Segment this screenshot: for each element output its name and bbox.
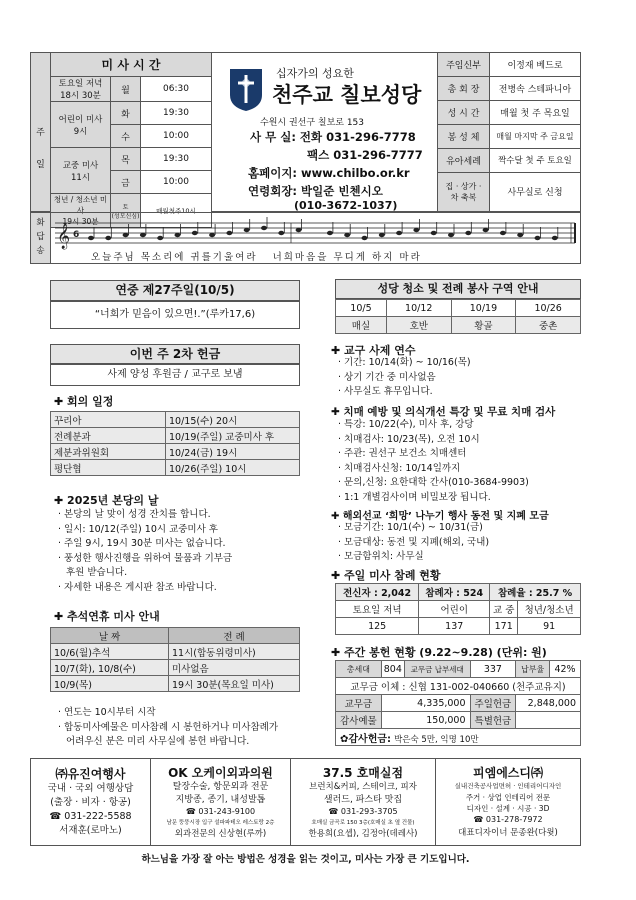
music-staff — [55, 217, 579, 251]
cleaning-area: 중촌 — [516, 317, 581, 334]
time-fri: 10:00 — [141, 171, 212, 194]
priest-heading: ✚ 교구 사제 연수 — [331, 344, 416, 357]
note-head — [157, 236, 163, 240]
note-head — [244, 228, 250, 232]
list-item: · 주일 9시, 19시 30분 미사는 없습니다. — [58, 538, 226, 549]
cleaning-date: 10/26 — [516, 300, 581, 317]
staff-label: 집 · 상가 · 차 축복 — [438, 172, 490, 211]
footer-quote: 하느님을 가장 잘 아는 방법은 성경을 읽는 것이고, 미사는 가장 큰 기도입니다. — [141, 854, 470, 865]
weekday-tue: 화 — [111, 102, 141, 125]
meeting-time: 10/26(주일) 10시 — [166, 460, 300, 476]
weekday-sat: 토 (성모신심) — [111, 194, 141, 228]
ad-restaurant: 37.5 호매실점 브런치&커피, 스테이크, 피자 샐러드, 파스타 맛집 ☎ 031-293-3705 호매실 금곡로 150 3층(호매실 초 옆 건물) 한용희(요셉), 김정아(데레사) — [291, 759, 436, 845]
mass-name-saturday: 토요일 저녁 18시 30분 — [51, 77, 111, 102]
offering-table — [335, 660, 581, 746]
note-head — [483, 228, 489, 232]
column-header: 교 중 — [490, 601, 518, 618]
staff-value: 사무실로 신청 — [490, 172, 581, 211]
cleaning-date: 10/19 — [451, 300, 516, 317]
transfer-account: 교무금 이체 : 신협 131-002-040660 (천주교유지) — [336, 678, 581, 695]
staff-value: 이정재 베드로 — [490, 53, 581, 77]
time-wed: 10:00 — [141, 125, 212, 148]
note-head — [296, 228, 302, 232]
mass-name-youth: 청년 / 청소년 미사 19시 30분 — [51, 194, 111, 228]
attendance-total: 전신자 : 2,042 — [336, 584, 419, 601]
note-head — [327, 231, 333, 235]
staff-value: 짝수달 첫 주 토요일 — [490, 148, 581, 172]
mass-name-children: 어린이 미사 9시 — [51, 102, 111, 148]
funeral-president: 연령회장: 박일준 빈첸시오 — [248, 184, 383, 198]
weekday-wed: 수 — [111, 125, 141, 148]
attendance-table — [335, 583, 581, 635]
note-head — [123, 233, 129, 237]
chuseok-notes: · 연도는 10시부터 시작 · 합동미사예물은 미사참례 시 봉헌하거나 미사참례가 어려우신 분은 미리 사무실에 봉헌 바랍니다. — [58, 707, 279, 747]
attendance-value: 125 — [336, 618, 419, 635]
sunday-quote: “너희가 믿음이 있으면!.”(루카17,6) — [50, 301, 300, 329]
church-header — [212, 52, 437, 212]
offering-value: 150,000 — [381, 712, 470, 729]
ad-travel: ㈜유진여행사 국내 · 국외 여행상담 (출장 · 비자 · 항공) ☎ 031-222-5588 서재훈(로마노) — [31, 759, 151, 845]
staff-label: 유아세례 — [438, 148, 490, 172]
column-header: 날 짜 — [51, 628, 169, 644]
collection-text: 사제 양성 후원금 / 교구로 보냄 — [50, 364, 300, 386]
list-item: · 자세한 내용은 게시판 참조 바랍니다. — [58, 581, 217, 593]
households-value: 804 — [381, 661, 404, 678]
overseas-list: · 모금기간: 10/1(수) ~ 10/31(금) · 모금대상: 동전 및 지폐(해외, 국내) · 모금함위치: 사무실 — [338, 522, 490, 562]
chuseok-date: 10/7(화), 10/8(수) — [51, 660, 169, 676]
households-label: 총세대 — [336, 661, 382, 678]
church-name: 천주교 칠보성당 — [272, 82, 422, 107]
note-head — [517, 233, 523, 237]
dementia-heading: ✚ 치매 예방 및 의식개선 특강 및 무료 치매 검사 — [331, 406, 556, 418]
dementia-list: · 특강: 10/22(수), 미사 후, 강당 · 치매검사: 10/23(목), 오전 10시 · 주관: 권선구 보건소 치매센터 · 치매검사신청: 10/14일까지 · 문의,신청: 요한대학 간사(010-3684-9903) · 1:1 개별검사이며 비밀보장 됩니다. — [338, 419, 529, 503]
payment-rate-value: 42% — [550, 661, 581, 678]
mass-title: 미 사 시 간 — [51, 53, 212, 77]
offering-heading: ✚ 주간 봉헌 현황 (9.22~9.28) (단위: 원) — [331, 646, 547, 659]
column-header: 어린이 — [419, 601, 490, 618]
offering-label: 주일헌금 — [470, 695, 516, 712]
note-head — [362, 236, 368, 240]
offering-label: 특별헌금 — [470, 712, 516, 729]
attendance-value: 91 — [518, 618, 581, 635]
note-head — [500, 231, 506, 235]
cleaning-area: 매실 — [336, 317, 387, 334]
note-head — [278, 231, 284, 235]
offering-label: 교무금 — [336, 695, 382, 712]
fax-number: 팩스 031-296-7777 — [307, 148, 423, 162]
time-tue: 19:30 — [141, 102, 212, 125]
payment-rate-label: 납부율 — [516, 661, 550, 678]
sunday-title: 연중 제27주일(10/5) — [50, 280, 300, 301]
list-item: · 일시: 10/12(주일) 10시 교중미사 후 — [58, 523, 218, 535]
column-header: 토요일 저녁 — [336, 601, 419, 618]
note-head — [396, 231, 402, 235]
weekday-thu: 목 — [111, 148, 141, 171]
note-head — [261, 226, 267, 230]
weekday-fri: 금 — [111, 171, 141, 194]
meeting-name: 평단협 — [51, 460, 166, 476]
cleaning-area: 호반 — [386, 317, 451, 334]
note-head — [552, 236, 558, 240]
staff-table — [437, 52, 581, 212]
ads-row — [30, 758, 581, 846]
time-sat: 매월첫주10시 — [141, 194, 212, 228]
time-thu: 19:30 — [141, 148, 212, 171]
chuseok-liturgy: 미사없음 — [169, 660, 300, 676]
mass-name-main: 교중 미사 11시 — [51, 148, 111, 194]
staff-label: 성 시 간 — [438, 100, 490, 124]
note-head — [431, 231, 437, 235]
ad-clinic: OK 오케이외과의원 탈장수술, 항문외과 전문 지방종, 종기, 내성발톱 ☎ 031-243-9100 남문 뚱뚱시장 입구 설파파테오 레스토랑 2층 외과전문의 신상현(루까) — [151, 759, 291, 845]
office-phone: 사 무 실: 전화 031-296-7778 — [250, 130, 416, 144]
feast-heading: ✚ 2025년 본당의 날 — [54, 494, 159, 507]
meeting-name: 꾸리아 — [51, 412, 166, 428]
chuseok-date: 10/6(월)추석 — [51, 644, 169, 660]
cleaning-date: 10/5 — [336, 300, 387, 317]
list-item: · 풍성한 행사진행을 위하여 물품과 기부금 — [58, 552, 233, 564]
ad-interior: 피엠에스디㈜ 실내건축공사업면허 · 인테리어디자인 주거 · 상업 인테리어 전문 디자인 · 설계 · 시공 · 3D ☎ 031-278-7972 대표디자이너 문종완(다윗) — [454, 766, 562, 838]
chuseok-liturgy: 19시 30분(목요일 미사) — [169, 676, 300, 692]
attendance-heading: ✚ 주일 미사 참례 현황 — [331, 569, 441, 582]
church-logo — [226, 65, 266, 113]
column-header: 전 례 — [169, 628, 300, 644]
funeral-president-phone: (010-3672-1037) — [294, 199, 398, 212]
note-head — [105, 236, 111, 240]
meeting-name: 제분과위원회 — [51, 444, 166, 460]
chuseok-heading: ✚ 추석연휴 미사 안내 — [54, 610, 160, 623]
staff-value: 매월 첫 주 목요일 — [490, 100, 581, 124]
attendance-value: 137 — [419, 618, 490, 635]
weekday-mon: 월 — [111, 77, 141, 102]
paying-value: 337 — [470, 661, 516, 678]
attendance-value: 171 — [490, 618, 518, 635]
chuseok-table — [50, 627, 300, 692]
time-mon: 06:30 — [141, 77, 212, 102]
thanks-value: 박은숙 5만, 익명 10만 — [394, 734, 479, 745]
mass-times-table — [50, 52, 212, 226]
staff-label: 총 회 장 — [438, 76, 490, 100]
note-head — [88, 236, 94, 240]
offering-value — [516, 712, 581, 729]
note-head — [192, 231, 198, 235]
homepage[interactable]: 홈페이지: www.chilbo.or.kr — [248, 166, 410, 180]
attendance-rate: 참례율 : 25.7 % — [490, 584, 581, 601]
svg-text:6: 6 — [73, 230, 80, 240]
svg-text:𝄞: 𝄞 — [57, 224, 71, 249]
cleaning-area: 황골 — [451, 317, 516, 334]
meeting-time: 10/15(수) 20시 — [166, 412, 300, 428]
sunday-side-label: 주 일 — [30, 52, 50, 212]
church-subtitle: 십자가의 성요한 — [276, 67, 354, 80]
cleaning-date: 10/12 — [386, 300, 451, 317]
note-head — [413, 228, 419, 232]
note-head — [379, 233, 385, 237]
feast-list — [58, 508, 302, 595]
staff-value: 전병속 스테파니아 — [490, 76, 581, 100]
staff-label: 봉 성 체 — [438, 124, 490, 148]
meeting-name: 전례분과 — [51, 428, 166, 444]
hymn-label: 화 답 송 — [31, 213, 51, 263]
priest-list: · 기간: 10/14(화) ~ 10/16(목) · 상기 기간 중 미사없음 · 사무실도 휴무입니다. — [338, 357, 471, 397]
note-head — [175, 233, 181, 237]
note-head — [535, 236, 541, 240]
paying-label: 교무금 납부세대 — [404, 661, 470, 678]
list-item: 후원 받습니다. — [66, 567, 128, 578]
chuseok-date: 10/9(목) — [51, 676, 169, 692]
offering-label: 감사예물 — [336, 712, 382, 729]
staff-value: 매월 마지막 주 금요일 — [490, 124, 581, 148]
column-header: 청년/청소년 — [518, 601, 581, 618]
offering-value: 2,848,000 — [516, 695, 581, 712]
chuseok-liturgy: 11시(합동위령미사) — [169, 644, 300, 660]
overseas-heading: ✚ 해외선교 ‘희망’ 나누기 행사 동전 및 지폐 모금 — [331, 511, 549, 522]
cleaning-table — [335, 299, 581, 334]
hymn-box — [30, 212, 581, 264]
meetings-table — [50, 411, 300, 476]
note-head — [465, 231, 471, 235]
meeting-time: 10/19(주일) 교중미사 후 — [166, 428, 300, 444]
attendance-count: 참례자 : 524 — [419, 584, 490, 601]
note-head — [140, 233, 146, 237]
note-head — [209, 233, 215, 237]
collection-title: 이번 주 2차 헌금 — [50, 344, 300, 364]
meetings-heading: ✚ 회의 일정 — [54, 395, 114, 408]
offering-value: 4,335,000 — [381, 695, 470, 712]
note-head — [226, 231, 232, 235]
thanks-label: ✿감사헌금: — [340, 733, 392, 745]
note-head — [344, 233, 350, 237]
cleaning-title: 성당 청소 및 전례 봉사 구역 안내 — [335, 279, 581, 299]
meeting-time: 10/24(금) 19시 — [166, 444, 300, 460]
note-head — [448, 233, 454, 237]
staff-label: 주임신부 — [438, 53, 490, 77]
church-address: 수원시 권선구 칠보로 153 — [260, 118, 365, 128]
hymn-lyrics: 오늘주님 목소리에 귀를기울여라 너희마음을 무디게 하지 마라 — [91, 252, 422, 263]
list-item: · 본당의 날 맞이 성경 잔치를 합니다. — [58, 509, 211, 520]
